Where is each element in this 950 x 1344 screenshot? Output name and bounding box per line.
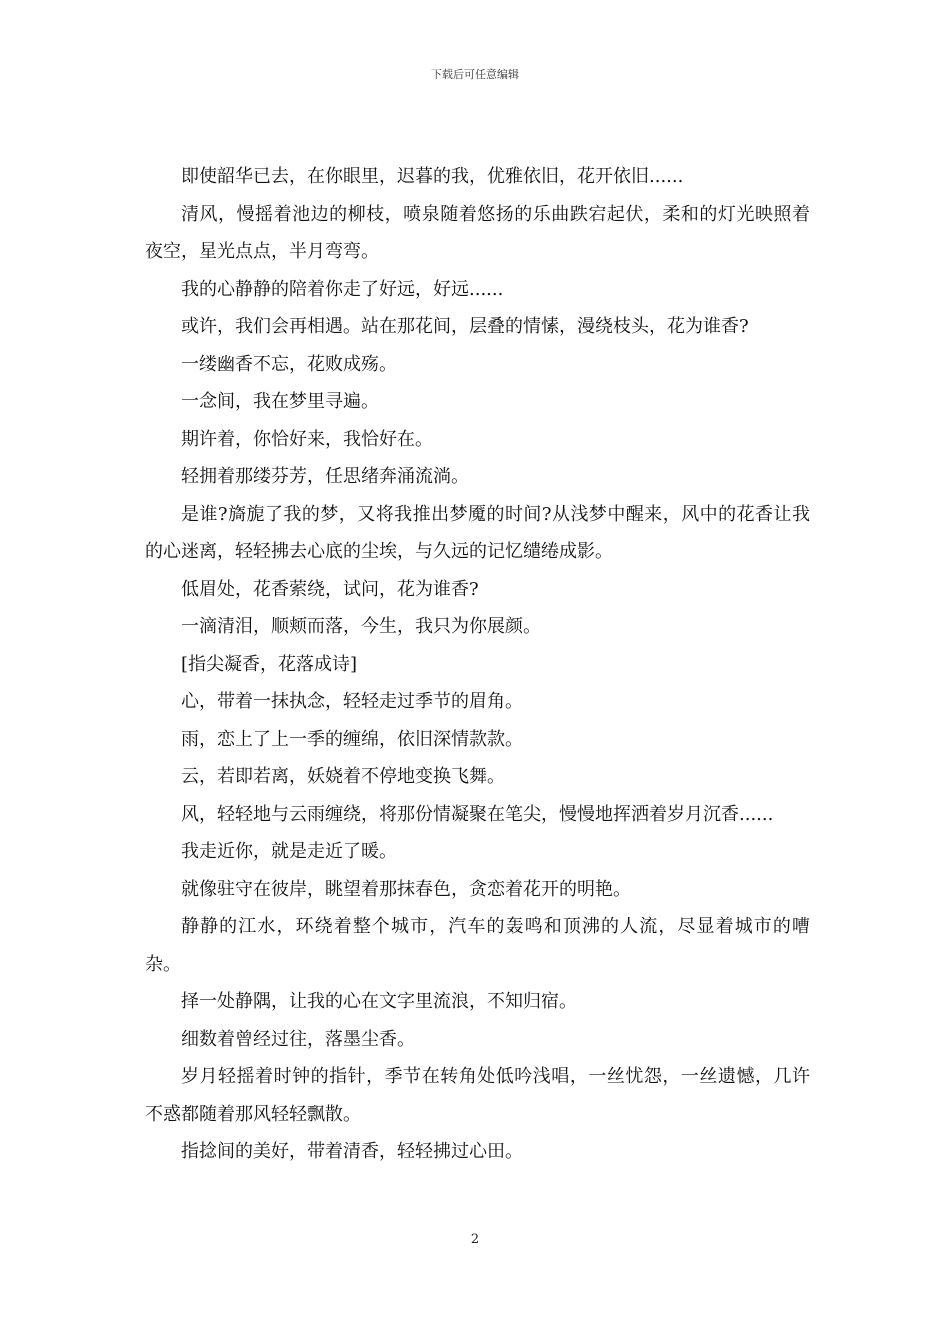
page-number: 2: [470, 1232, 480, 1247]
paragraph: 风，轻轻地与云雨缠绕，将那份情凝聚在笔尖，慢慢地挥洒着岁月沉香......: [181, 803, 774, 825]
paragraph: 是谁?旖旎了我的梦，又将我推出梦魇的时间?从浅梦中醒来，风中的花香让我的心迷离，轻轻拂去心底的尘埃，与久远的记忆缱绻成影。: [145, 503, 810, 562]
paragraph: 云，若即若离，妖娆着不停地变换飞舞。: [181, 766, 505, 787]
paragraph: 一念间，我在梦里寻遍。: [181, 391, 379, 412]
paragraph: 清风，慢摇着池边的柳枝，喷泉随着悠扬的乐曲跌宕起伏，柔和的灯光映照着夜空，星光点点，半月弯弯。: [145, 203, 810, 262]
paragraph: 低眉处，花香萦绕，试问，花为谁香?: [181, 578, 479, 600]
paragraph: 指捻间的美好，带着清香，轻轻拂过心田。: [181, 1141, 523, 1162]
section-heading: [指尖凝香，花落成诗]: [181, 653, 358, 675]
paragraph: 或许，我们会再相遇。站在那花间，层叠的情愫，漫绕枝头，花为谁香?: [181, 316, 749, 337]
paragraph: 就像驻守在彼岸，眺望着那抹春色，贪恋着花开的明艳。: [181, 878, 631, 900]
page-header: 下载后可任意编辑: [431, 68, 519, 81]
paragraph: 即使韶华已去，在你眼里，迟暮的我，优雅依旧，花开依旧......: [181, 166, 684, 187]
paragraph: 心，带着一抹执念，轻轻走过季节的眉角。: [181, 691, 523, 712]
paragraph: 一缕幽香不忘，花败成殇。: [181, 353, 397, 375]
paragraph: 择一处静隅，让我的心在文字里流浪，不知归宿。: [181, 991, 577, 1012]
paragraph: 静静的江水，环绕着整个城市，汽车的轰鸣和顶沸的人流，尽显着城市的嘈杂。: [145, 916, 810, 975]
paragraph: 我走近你，就是走近了暖。: [181, 841, 397, 862]
paragraph: 期许着，你恰好来，我恰好在。: [181, 428, 433, 450]
paragraph: 细数着曾经过往，落墨尘香。: [181, 1028, 415, 1050]
paragraph: 我的心静静的陪着你走了好远，好远......: [181, 278, 504, 300]
paragraph: 雨，恋上了上一季的缠绵，依旧深情款款。: [181, 728, 523, 750]
paragraph: 一滴清泪，顺颊而落，今生，我只为你展颜。: [181, 616, 541, 637]
paragraph: 轻拥着那缕芬芳，任思绪奔涌流淌。: [181, 466, 469, 487]
paragraph: 岁月轻摇着时钟的指针，季节在转角处低吟浅唱，一丝忧怨，一丝遗憾，几许不惑都随着那风轻轻飘散。: [145, 1066, 810, 1125]
document-body: [145, 158, 810, 1171]
